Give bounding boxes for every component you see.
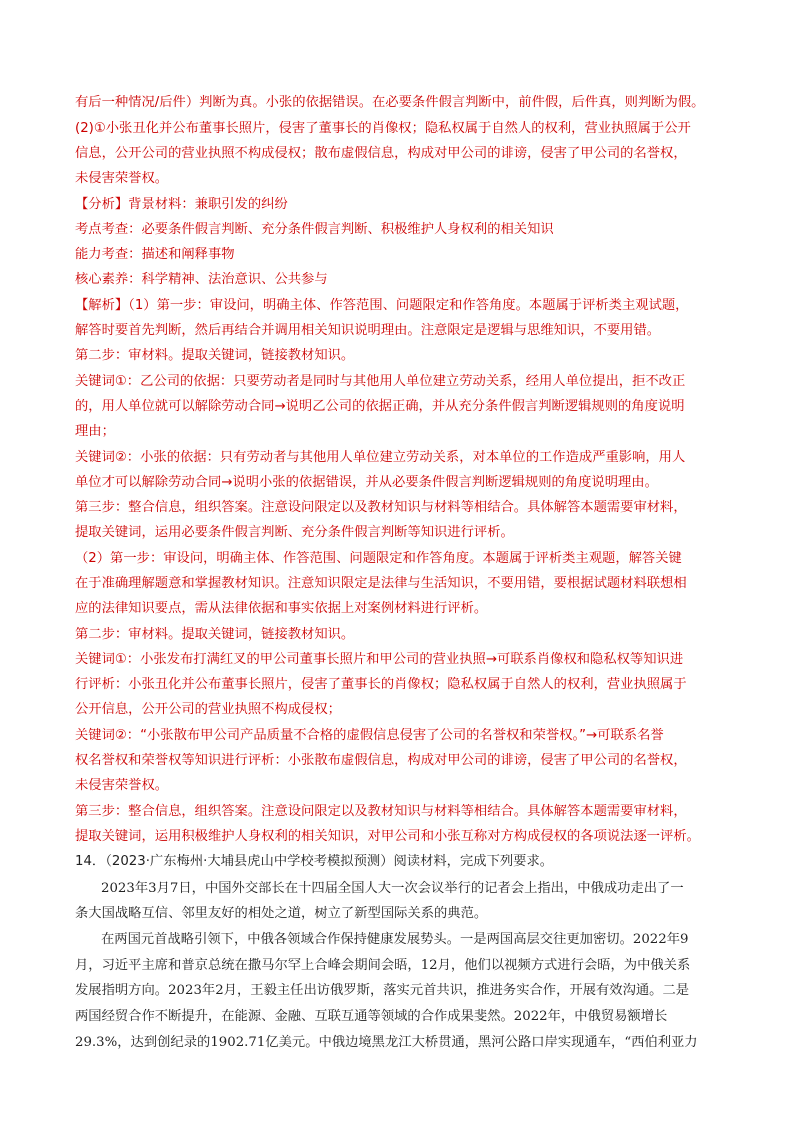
answer-line: 提取关键词，运用积极维护人身权利的相关知识，对甲公司和小张互称对方构成侵权的各项说法逐一评析。 bbox=[75, 829, 700, 844]
analysis-heading: 【分析】背景材料：兼职引发的纠纷 bbox=[75, 197, 288, 212]
material-line: 两国经贸合作不断提升，在能源、金融、互联互通等领域的合作成果斐然。2022年，中俄贸易额增长 bbox=[75, 1009, 668, 1024]
material-line: 发展指明方向。2023年2月，王毅主任出访俄罗斯，落实元首共识，推进务实合作，开展有效沟通。二是 bbox=[75, 983, 690, 998]
answer-line: 提取关键词，运用必要条件假言判断、充分条件假言判断等知识进行评析。 bbox=[75, 525, 514, 540]
answer-line: 行评析：小张丑化并公布董事长照片，侵害了董事长的肖像权；隐私权属于自然人的权利，营业执照属于 bbox=[75, 677, 687, 692]
answer-line: 核心素养：科学精神、法治意识、公共参与 bbox=[75, 272, 328, 287]
answer-line: 权名誉权和荣誉权等知识进行评析：小张散布虚假信息，构成对甲公司的诽谤，侵害了甲公司的名誉权， bbox=[75, 753, 687, 768]
answer-line: 关键词②：小张的依据：只有劳动者与其他用人单位建立劳动关系，对本单位的工作造成严重影响，用人 bbox=[75, 450, 686, 465]
answer-line: 能力考查：描述和阐释事物 bbox=[75, 247, 235, 262]
explanation-heading: 【解析】（1）第一步：审设问，明确主体、作答范围、问题限定和作答角度。本题属于评析类主观试题， bbox=[75, 298, 689, 313]
answer-line: 公开信息，公开公司的营业执照不构成侵权； bbox=[75, 702, 341, 717]
answer-line: 考点考查：必要条件假言判断、充分条件假言判断、积极维护人身权利的相关知识 bbox=[75, 222, 554, 237]
answer-line: 关键词②：“小张散布甲公司产品质量不合格的虚假信息侵害了公司的名誉权和荣誉权。”→可联系名誉 bbox=[75, 728, 664, 743]
answer-line: 解答时要首先判断，然后再结合并调用相关知识说明理由。注意限定是逻辑与思维知识，不要用错。 bbox=[75, 323, 661, 338]
answer-line: 理由； bbox=[75, 424, 115, 439]
answer-line: 未侵害荣誉权。 bbox=[75, 171, 169, 186]
answer-line: 未侵害荣誉权。 bbox=[75, 778, 169, 793]
answer-line: 在于准确理解题意和掌握教材知识。注意知识限定是法律与生活知识，不要用错，要根据试题材料联想相 bbox=[75, 576, 687, 591]
answer-line: 的，用人单位就可以解除劳动合同→说明乙公司的依据正确，并从充分条件假言判断逻辑规则的角度说明 bbox=[75, 399, 685, 414]
answer-line: 有后一种情况/后件）判断为真。小张的依据错误。在必要条件假言判断中，前件假，后件真，则判断为假。 bbox=[75, 95, 705, 110]
material-line: 在两国元首战略引领下，中俄各领域合作保持健康发展势头。一是两国高层交往更加密切。2022年9 bbox=[101, 932, 689, 947]
answer-line: 信息，公开公司的营业执照不构成侵权；散布虚假信息，构成对甲公司的诽谤，侵害了甲公司的名誉权， bbox=[75, 146, 687, 161]
material-line: 月，习近平主席和普京总统在撒马尔罕上合峰会期间会晤，12月，他们以视频方式进行会晤，为中俄关系 bbox=[75, 958, 691, 973]
answer-line: 单位才可以解除劳动合同→说明小张的依据错误，并从必要条件假言判断逻辑规则的角度说明理由。 bbox=[75, 475, 658, 490]
answer-line: (2)①小张丑化并公布董事长照片，侵害了董事长的肖像权；隐私权属于自然人的权利，营业执照属于公开 bbox=[75, 121, 691, 136]
answer-line: 应的法律知识要点，需从法律依据和事实依据上对案例材料进行评析。 bbox=[75, 601, 488, 616]
answer-line: 关键词①：小张发布打满红叉的甲公司董事长照片和甲公司的营业执照→可联系肖像权和隐私权等知识进 bbox=[75, 652, 684, 667]
material-line: 2023年3月7日，中国外交部长在十四届全国人大一次会议举行的记者会上指出，中俄成功走出了一 bbox=[101, 881, 684, 896]
material-line: 条大国战略互信、邻里友好的相处之道，树立了新型国际关系的典范。 bbox=[75, 906, 488, 921]
answer-line: 第三步：整合信息，组织答案。注意设问限定以及教材知识与材料等相结合。具体解答本题需要审材料， bbox=[75, 804, 687, 819]
answer-line: 第三步：整合信息，组织答案。注意设问限定以及教材知识与材料等相结合。具体解答本题需要审材料， bbox=[75, 500, 687, 515]
answer-line: 关键词①：乙公司的依据：只要劳动者是同时与其他用人单位建立劳动关系，经用人单位提出，拒不改正 bbox=[75, 374, 686, 389]
answer-line: 第二步：审材料。提取关键词，链接教材知识。 bbox=[75, 348, 355, 363]
question-header: 14．（2023·广东梅州·大埔县虎山中学校考模拟预测）阅读材料，完成下列要求。 bbox=[75, 854, 554, 869]
answer-line: （2）第一步：审设问，明确主体、作答范围、问题限定和作答角度。本题属于评析类主观题，解答关键 bbox=[75, 551, 682, 566]
answer-line: 第二步：审材料。提取关键词，链接教材知识。 bbox=[75, 627, 355, 642]
material-line: 29.3%，达到创纪录的1902.71亿美元。中俄边境黑龙江大桥贯通，黑河公路口岸实现通车，“西伯利亚力 bbox=[75, 1035, 698, 1050]
